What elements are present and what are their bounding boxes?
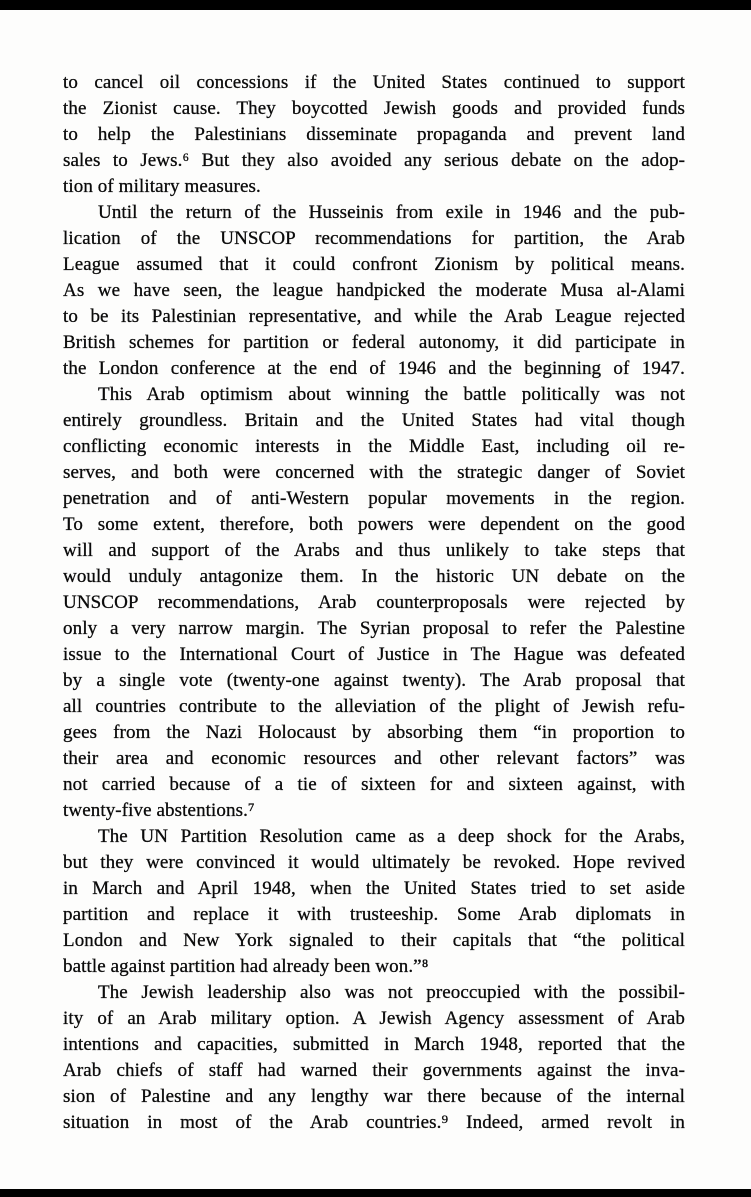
- text-line: their area and economic resources and other relevant factors” was: [63, 748, 685, 769]
- text-line: to be its Palestinian representative, and while the Arab League rejected: [63, 306, 685, 327]
- text-line: battle against partition had already been won.”⁸: [63, 956, 429, 977]
- text-line: would unduly antagonize them. In the historic UN debate on the: [63, 566, 685, 587]
- text-line: sion of Palestine and any lengthy war there because of the internal: [63, 1086, 685, 1107]
- text-line: As we have seen, the league handpicked the moderate Musa al-Alami: [63, 280, 685, 301]
- paragraph: [63, 70, 685, 200]
- text-line: but they were convinced it would ultimately be revoked. Hope revived: [63, 852, 685, 873]
- paragraph: [63, 980, 685, 1136]
- text-line: the Zionist cause. They boycotted Jewish goods and provided funds: [63, 98, 685, 119]
- text-line: Until the return of the Husseinis from exile in 1946 and the pub-: [98, 202, 685, 223]
- text-line: only a very narrow margin. The Syrian proposal to refer the Palestine: [63, 618, 685, 639]
- top-edge-rule: [0, 0, 751, 10]
- text-line: in March and April 1948, when the United States tried to set aside: [63, 878, 685, 899]
- text-line: serves, and both were concerned with the strategic danger of Soviet: [63, 462, 685, 483]
- text-line: This Arab optimism about winning the battle politically was not: [98, 384, 685, 405]
- text-line: British schemes for partition or federal autonomy, it did participate in: [63, 332, 685, 353]
- bottom-edge-rule: [0, 1189, 751, 1197]
- paragraph: [63, 200, 685, 382]
- text-line: twenty-five abstentions.⁷: [63, 800, 255, 821]
- text-line: to cancel oil concessions if the United States continued to support: [63, 72, 685, 93]
- text-line: London and New York signaled to their capitals that “the political: [63, 930, 685, 951]
- paragraph: [63, 824, 685, 980]
- text-line: will and support of the Arabs and thus unlikely to take steps that: [63, 540, 685, 561]
- text-line: lication of the UNSCOP recommendations for partition, the Arab: [63, 228, 685, 249]
- text-line: not carried because of a tie of sixteen for and sixteen against, with: [63, 774, 685, 795]
- text-line: penetration and of anti-Western popular movements in the region.: [63, 488, 685, 509]
- text-line: situation in most of the Arab countries.⁹ Indeed, armed revolt in: [63, 1112, 685, 1133]
- text-line: the London conference at the end of 1946 and the beginning of 1947.: [63, 358, 685, 379]
- text-line: tion of military measures.: [63, 176, 261, 197]
- text-line: UNSCOP recommendations, Arab counterproposals were rejected by: [63, 592, 685, 613]
- text-line: sales to Jews.⁶ But they also avoided any serious debate on the adop-: [63, 150, 685, 171]
- text-line: entirely groundless. Britain and the United States had vital though: [63, 410, 685, 431]
- text-line: League assumed that it could confront Zionism by political means.: [63, 254, 685, 275]
- text-line: gees from the Nazi Holocaust by absorbing them “in proportion to: [63, 722, 685, 743]
- text-line: to help the Palestinians disseminate propaganda and prevent land: [63, 124, 685, 145]
- text-line: conflicting economic interests in the Middle East, including oil re-: [63, 436, 685, 457]
- text-line: issue to the International Court of Justice in The Hague was defeated: [63, 644, 685, 665]
- text-line: ity of an Arab military option. A Jewish Agency assessment of Arab: [63, 1008, 685, 1029]
- page-text: [63, 70, 685, 1136]
- text-line: The UN Partition Resolution came as a deep shock for the Arabs,: [98, 826, 685, 847]
- text-line: partition and replace it with trusteeship. Some Arab diplomats in: [63, 904, 685, 925]
- text-line: all countries contribute to the alleviation of the plight of Jewish refu-: [63, 696, 685, 717]
- text-line: by a single vote (twenty-one against twenty). The Arab proposal that: [63, 670, 685, 691]
- paragraph: [63, 382, 685, 824]
- text-line: intentions and capacities, submitted in March 1948, reported that the: [63, 1034, 685, 1055]
- text-line: To some extent, therefore, both powers were dependent on the good: [63, 514, 685, 535]
- text-line: The Jewish leadership also was not preoccupied with the possibil-: [98, 982, 685, 1003]
- text-line: Arab chiefs of staff had warned their governments against the inva-: [63, 1060, 685, 1081]
